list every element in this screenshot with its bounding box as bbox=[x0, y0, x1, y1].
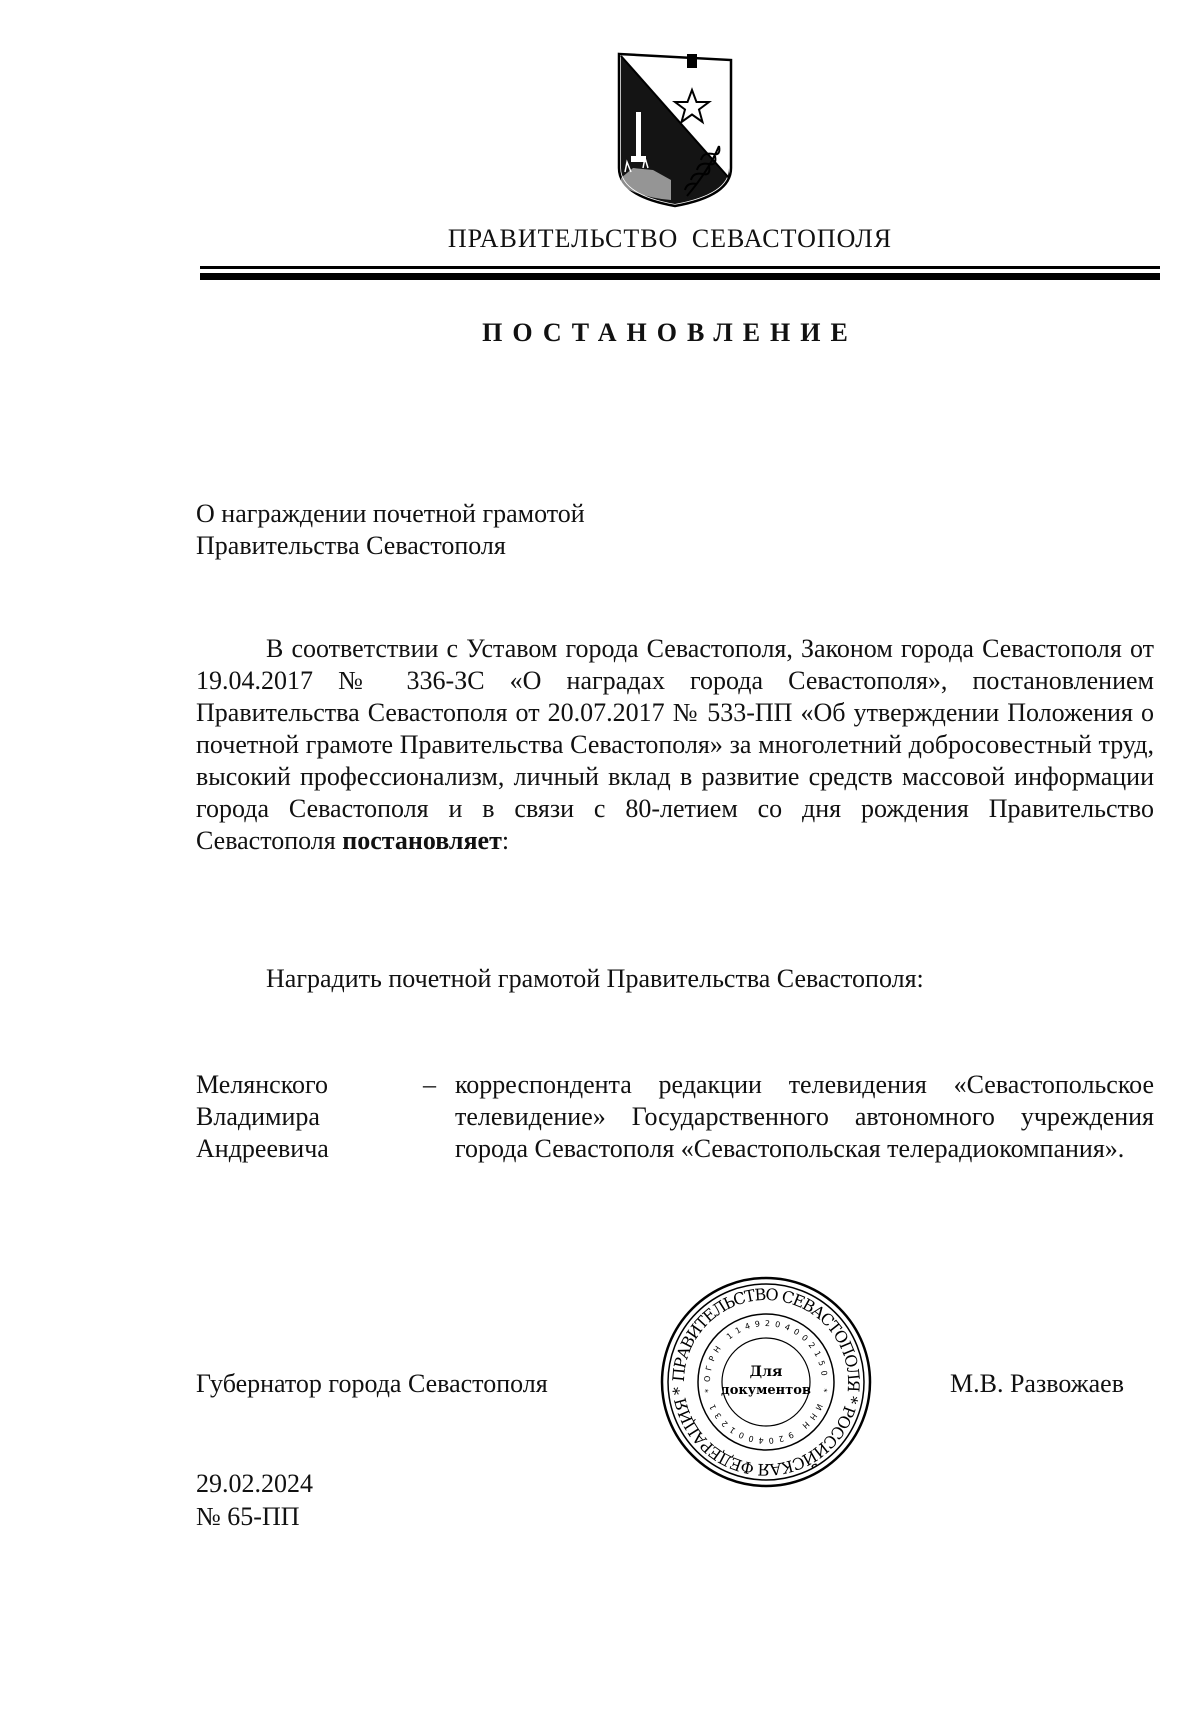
signatory-name: М.В. Развожаев bbox=[950, 1369, 1125, 1398]
seal-inner-text: ОГРН 1149204002150 * ИНН 9204001231 * bbox=[702, 1318, 830, 1445]
recipient-last-name: Мелянского bbox=[196, 1070, 329, 1099]
recipient-patronymic: Андреевича bbox=[196, 1134, 329, 1163]
recipient-first-name: Владимира bbox=[196, 1102, 320, 1131]
subject-line-2: Правительства Севастополя bbox=[196, 531, 506, 560]
seal-center-line-2: документов bbox=[721, 1383, 811, 1398]
decree-colon: : bbox=[501, 826, 510, 855]
header-rule-thin bbox=[200, 266, 1160, 269]
official-seal-stamp bbox=[656, 1272, 876, 1492]
document-date: 29.02.2024 bbox=[196, 1469, 313, 1498]
organization-title: ПРАВИТЕЛЬСТВО СЕВАСТОПОЛЯ bbox=[447, 224, 893, 253]
subject-line-1: О награждении почетной грамотой bbox=[196, 499, 585, 528]
award-intro: Наградить почетной грамотой Правительства Севастополя: bbox=[266, 964, 924, 993]
body-paragraph bbox=[196, 633, 1154, 857]
recipient-description: корреспондента редакции телевидения «Севастопольское телевидение» Государственного автономного учреждения города Севастополя «Севастопольская телерадиокомпания». bbox=[455, 1070, 1154, 1163]
recipient-name bbox=[196, 1069, 396, 1165]
document-number: № 65-ПП bbox=[196, 1502, 300, 1531]
signatory-position: Губернатор города Севастополя bbox=[196, 1369, 548, 1398]
document-subject bbox=[196, 498, 585, 562]
seal-center-line-1: Для bbox=[749, 1364, 783, 1380]
seal-outer-text: ПРАВИТЕЛЬСТВО СЕВАСТОПОЛЯ * РОССИЙСКАЯ ФЕДЕРАЦИЯ * bbox=[668, 1284, 864, 1480]
document-type-heading: ПОСТАНОВЛЕНИЕ bbox=[482, 318, 858, 347]
header-rule-thick bbox=[200, 273, 1160, 280]
decree-word: постановляет bbox=[342, 826, 502, 855]
body-text: В соответствии с Уставом города Севастополя, Законом города Севастополя от 19.04.2017 № 336-ЗС «О наградах города Севастополя», постановлением Правительства Севастополя от 20.07.2017 № 533-ПП «Об утверждении Положения о почетной грамоте Правительства Севастополя» за многолетний добросовестный труд, высокий профессионализм, личный вклад в развитие средств массовой информации города Севастополя и в связи с 80-летием со дня рождения Правительство Севастополя bbox=[196, 634, 1154, 855]
recipient-dash: – bbox=[423, 1070, 436, 1099]
sevastopol-coat-of-arms-icon bbox=[613, 50, 737, 210]
